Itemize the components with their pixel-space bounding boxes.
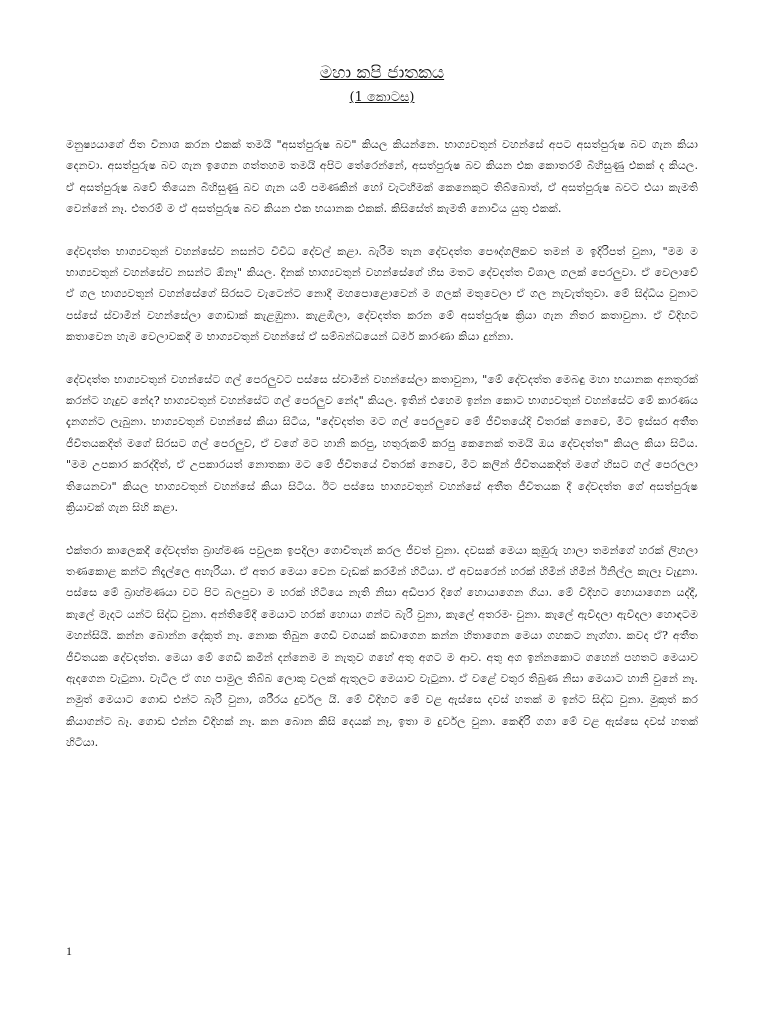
paragraph-3: දේවදත්ත භාග්‍යවතුන් වහන්සේට ගල් පෙරලුවට පස්සෙ ස්වාමීන් වහන්සේලා කතාවුනා, "මේ දේවදත්ත මෙබඳු මහා භයානක අනතුරක් කරන්ට හැදුව නේද? භාග්‍යවතුන් වහන්සේට ගල් පෙරලුව නේද" කියල. ඉතින් එහෙම ඉන්න කොට භාග්‍යවතුන් වහන්සේට මේ කාරණය දැනගන්ට ලැබුනා. භාග්‍යවතුන් වහන්සේ කියා සිටිය, "දේවදත්ත මට ගල් පෙරලුවෙ මේ ජීවිතයේදි විතරක් නෙවෙ, මීට ඉස්සර අතීත ජීවිතයකදිත් මගේ සිරසට ගල් පෙරලුව, ඒ වගේ මට හානි කරපු, හතුරුකම් කරපු කෙනෙක් තමයි ඔය දේවදත්ත" කියල කියා සිටිය. "මම උපකාර කරද්දිත්, ඒ උපකාරයත් නොතකා මට මේ ජීවිතයේ විතරක් නෙවෙ, මීට කලින් ජීවිතයකදිත් මගේ හිසට ගල් පෙරලලා තියෙනවා" කියල භාග්‍යවතුන් වහන්සේ කියා සිටිය. ඊට පස්සෙ භාග්‍යවතුන් වහන්සේ අතීත ජීවිතයක දී දේවදත්ත ගේ අසත්පුරුෂ ක්‍රියාවක් ගැන සිහි කළා.: [66, 372, 698, 515]
page-title: මහා කපි ජාතකය: [319, 63, 445, 83]
paragraph-4: එක්තරා කාලෙකදී දේවදත්ත බ්‍රාහ්මණ පවුලක ඉපදිලා ගොවිතැන් කරල ජීවත් වුනා. දවසක් මෙයා කුඹුරු හාලා තමන්ගේ හරක් ලිහලා තණකොළ කන්ට නිදැල්ලෙ අහැරියා. ඒ අතර මෙයා වෙන වැඩක් කරමින් හිටියා. ඒ අවසරෙන් හරක් හිමින් හිමින් ඊනිල්ල කැලෑ වැදුනා. පස්සෙ මේ බ්‍රාහ්මණයා වට පිට බලපුවා ම හරක් හිටියෙ නැති නිසා අඩිපාර දිගේ හොයාගෙන ගියා. මේ විදිහට හොයාගෙන යද්දී, කැලේ මැදට යන්ට සිද්ධ වුනා. අන්තිමේදී මෙයාට හරක් හොයා ගන්ට බැරි වුනා, කැලේ අතරමං වුනා. කැලේ ඇවිදලා ඇවිදලා හොඳටම මහන්සියි. කන්න බොන්න දේකුත් නෑ. නොක තිබුන ගෙඩි වගයක් කඩාගෙන කන්න හිතාගෙන මෙයා ගහකට නැග්ගා. කවද ඒ? අතීත ජීවිතයක දේවදත්ත. මෙයා මේ ගෙඩි කමින් දන්නෙම ම නැතුව ගහේ අතු අගට ම ආව. අතු අග ඉන්නකොට ගහෙන් පහතට මෙයාව ඇදගෙන වැටුනා. වැටිල ඒ ගහ පාමුල තිබ්බ ලොකු වලක් ඇතුලට මෙයාව වැටුනා. ඒ වළේ වතුර තිබුණ නිසා මෙයාට හානි වුනේ නෑ. නමුත් මෙයාට ගොඩ එන්ට බැරි වුනා, ශරීරය දුර්වල යි. මේ විදිහට මේ වළ ඇස්සෙ දවස් හතක් ම ඉන්ට සිද්ධ වුනා. මුකුත් කර කියාගන්ට බෑ. ගොඩ එන්න විදිහක් නෑ. කන බොන කිසි දෙයක් නෑ, ඉතා ම දුර්වල වුනා. කෙඳිරි ගගා මේ වළ ඇස්සෙ දවස් හතක් හිටියා.: [66, 543, 698, 750]
page-number: 1: [66, 944, 72, 958]
page-subtitle: (1 කොටස): [349, 90, 415, 105]
paragraph-1: මනුෂ්‍යයාගේ ජිත විනාශ කරන එකක් තමයි "අසත්පුරුෂ බව" කියල කියන්නෙ. භාග්‍යවතුන් වහන්සේ අපට අසත්පුරුෂ බව ගැන කියා දෙනවා. අසත්පුරුෂ බව ගැන ඉගෙන ගත්තහම තමයි අපිට තේරෙන්නේ, අසත්පුරුෂ බව කියන එක කොතරම් බිහිසුණු එකක් ද කියල. ඒ අසත්පුරුෂ බවේ තියෙන බිහිසුණු බව ගැන යම් පමණකින් හෝ වැටහීමක් කෙනෙකුට තිබ්බොත්, ඒ අසත්පුරුෂ බවට එයා කැමති වෙන්නේ නෑ. එතරම් ම ඒ අසත්පුරුෂ බව කියන එක භයානක එකක්. කිසිසේත් කැමති නොවිය යුතු එකක්.: [66, 138, 698, 216]
paragraph-2: දේවදත්ත භාග්‍යවතුන් වහන්සේව නසන්ට විවිධ දේවල් කළා. බැරිම තැන දේවදත්ත පෞද්ගලිකව තමන් ම ඉදිරිපත් වුනා, "මම ම භාග්‍යවතුන් වහන්සේව නසන්ට ඕනෑ" කියල. දිනක් භාග්‍යවතුන් වහන්සේගේ හිස මතට දේවදත්ත විශාල ගලක් පෙරලුවා. ඒ වෙලාවේ ඒ ගල භාග්‍යවතුන් වහන්සේගේ සිරසට වැටෙන්ට නොදී මහපොළොවෙන් ම ගලක් මතුවෙලා ඒ ගල නැවැත්තුවා. මේ සිද්ධිය වුනාට පස්සේ ස්වාමීන් වහන්සේලා ගොඩාක් කැළඹුනා. කැළඹිලා, දේවදත්ත කරන මේ අසත්පුරුෂ ක්‍රියා ගැන නිතර කතාවුනා. ඒ විදිහට කතාවෙන හැම වෙලාවකදී ම භාග්‍යවතුන් වහන්සේ ඒ සම්බන්ධයෙන් ධර්ම කාරණා කියා දුන්නා.: [66, 244, 698, 344]
